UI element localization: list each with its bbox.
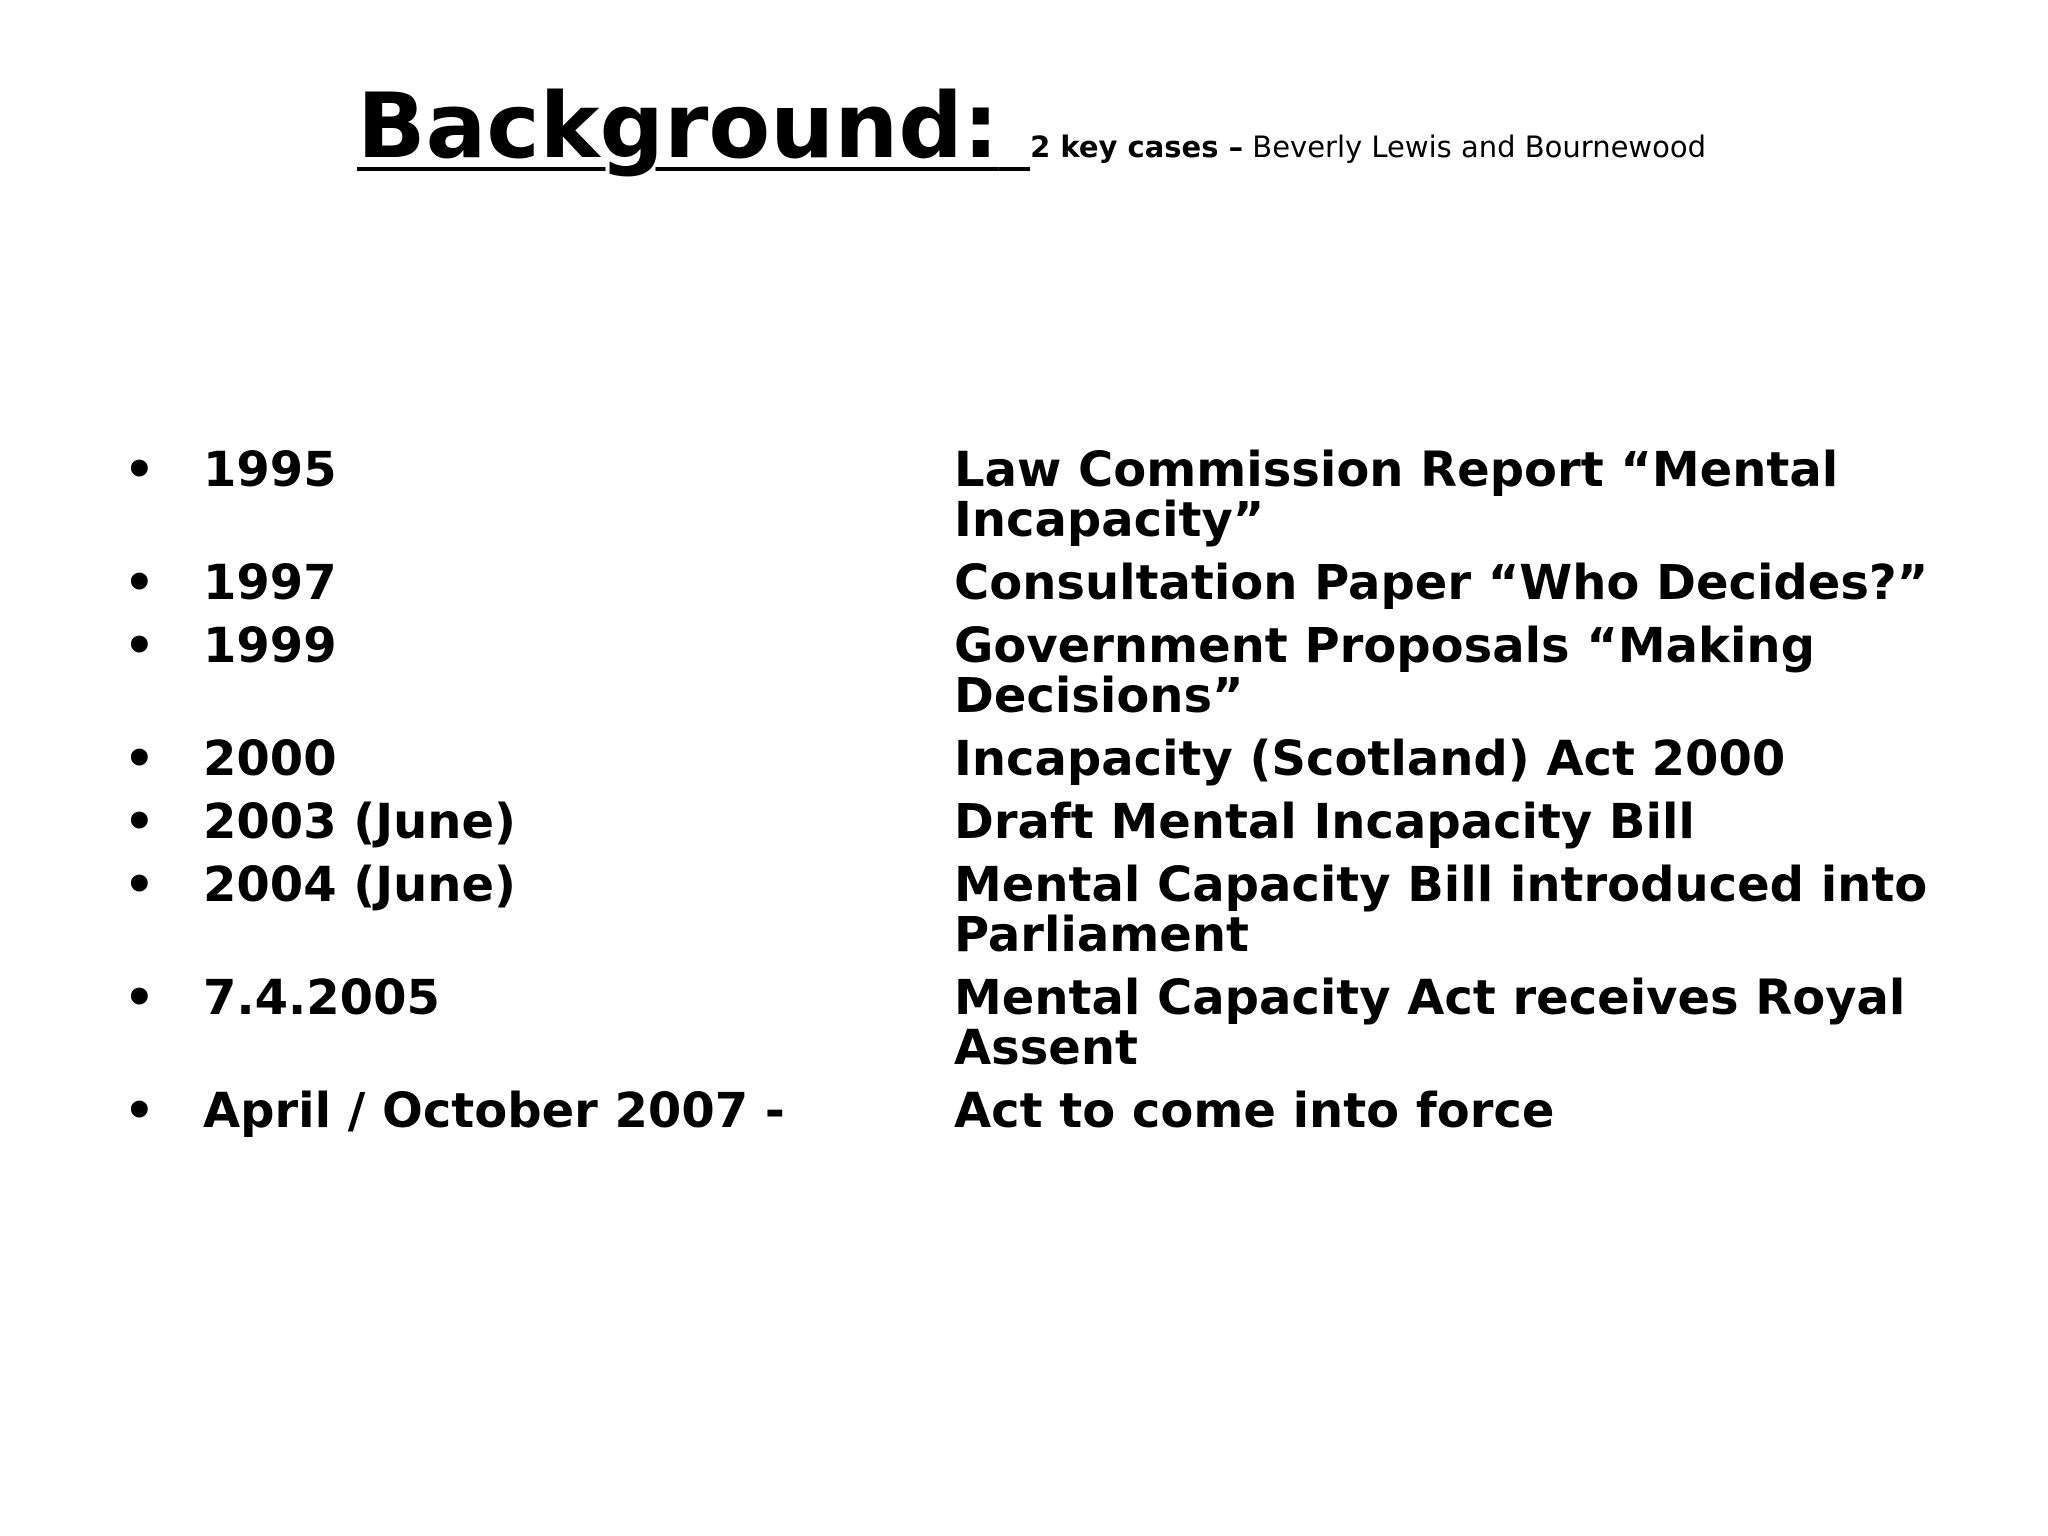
timeline-event: Act to come into force xyxy=(954,1083,1555,1139)
slide-title xyxy=(357,74,1707,179)
timeline-item xyxy=(0,1083,2048,1139)
timeline-date: 1999 xyxy=(203,618,337,674)
timeline-item xyxy=(0,794,2048,850)
timeline-date: April / October 2007 - xyxy=(203,1083,785,1139)
timeline-event: Draft Mental Incapacity Bill xyxy=(954,794,1695,850)
timeline-date: 2004 (June) xyxy=(203,857,516,913)
timeline-item xyxy=(0,555,2048,611)
timeline-date: 7.4.2005 xyxy=(203,970,440,1026)
bullet-icon: • xyxy=(124,555,155,611)
title-main: Background: xyxy=(357,74,999,179)
timeline-item xyxy=(0,731,2048,787)
bullet-icon: • xyxy=(124,442,155,498)
bullet-icon: • xyxy=(124,970,155,1026)
bullet-icon: • xyxy=(124,794,155,850)
timeline-date: 1995 xyxy=(203,442,337,498)
timeline-date: 1997 xyxy=(203,555,337,611)
timeline-event: Law Commission Report “Mental Incapacity” xyxy=(954,442,1839,548)
bullet-icon: • xyxy=(124,857,155,913)
timeline-item xyxy=(0,970,2048,1076)
timeline-event: Mental Capacity Bill introduced into Parliament xyxy=(954,857,1928,963)
timeline-event: Mental Capacity Act receives Royal Assent xyxy=(954,970,1906,1076)
title-underline-group xyxy=(357,74,1030,179)
timeline-list xyxy=(0,442,2048,1149)
timeline-item xyxy=(0,857,2048,963)
timeline-event: Incapacity (Scotland) Act 2000 xyxy=(954,731,1786,787)
title-subtitle xyxy=(1030,130,1707,164)
bullet-icon: • xyxy=(124,731,155,787)
timeline-date: 2000 xyxy=(203,731,337,787)
bullet-icon: • xyxy=(124,618,155,674)
timeline-event: Government Proposals “Making Decisions” xyxy=(954,618,1815,724)
subtitle-regular: Beverly Lewis and Bournewood xyxy=(1243,130,1707,164)
timeline-item xyxy=(0,618,2048,724)
timeline-item xyxy=(0,442,2048,548)
timeline-date: 2003 (June) xyxy=(203,794,516,850)
bullet-icon: • xyxy=(124,1083,155,1139)
subtitle-bold: 2 key cases – xyxy=(1030,130,1244,164)
timeline-event: Consultation Paper “Who Decides?” xyxy=(954,555,1929,611)
